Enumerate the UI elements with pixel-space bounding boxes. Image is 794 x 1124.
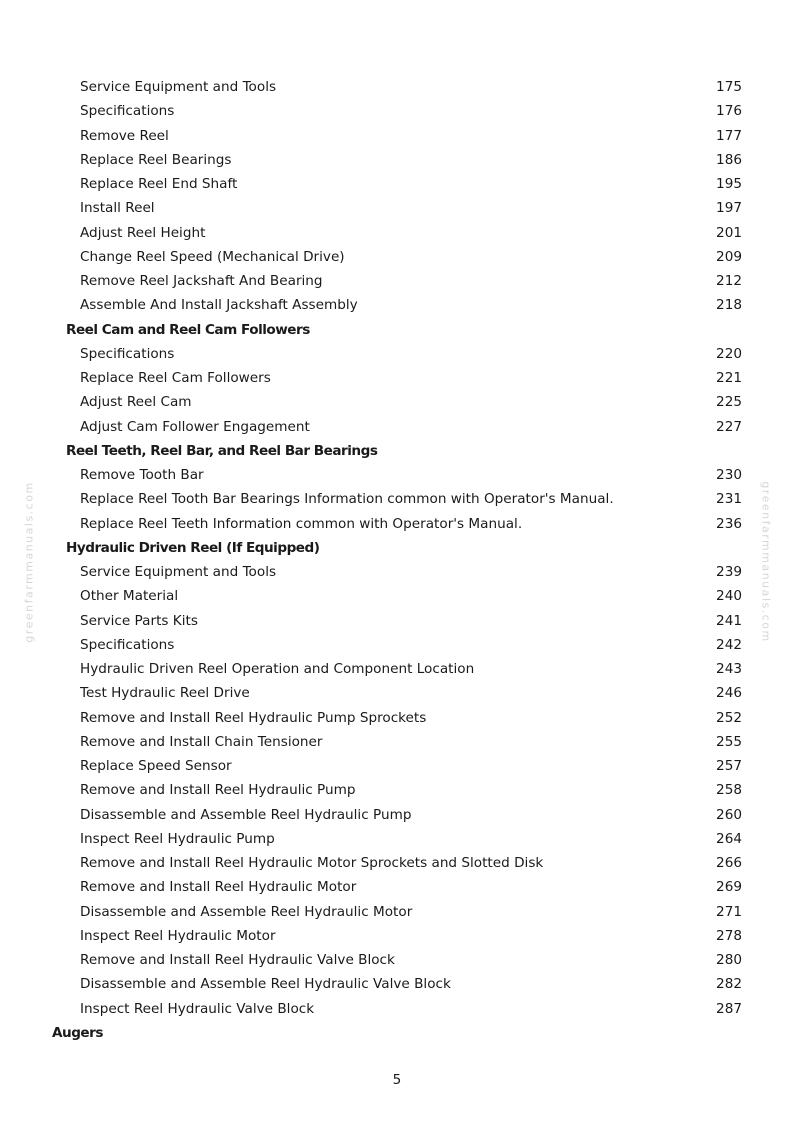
toc-entry-title: Reel Cam and Reel Cam Followers bbox=[66, 321, 310, 338]
toc-section-heading[interactable] bbox=[0, 1021, 794, 1045]
toc-entry-page-number: 246 bbox=[716, 685, 742, 702]
toc-entry-title: Specifications bbox=[80, 345, 175, 362]
toc-entry-page-number: 271 bbox=[716, 903, 742, 920]
toc-entry[interactable] bbox=[0, 415, 794, 439]
toc-section-heading[interactable] bbox=[0, 536, 794, 560]
toc-entry-page-number: 243 bbox=[716, 661, 742, 677]
toc-entry-page-number: 230 bbox=[716, 467, 742, 483]
toc-entry-title: Remove and Install Reel Hydraulic Motor Sprockets and Slotted Disk bbox=[80, 855, 544, 871]
toc-entry[interactable] bbox=[0, 997, 794, 1021]
toc-entry-page-number: 225 bbox=[716, 394, 742, 411]
toc-entry-title: Specifications bbox=[80, 103, 175, 120]
toc-entry-page-number: 236 bbox=[716, 515, 742, 532]
toc-entry-title: Change Reel Speed (Mechanical Drive) bbox=[80, 248, 345, 265]
toc-entry[interactable] bbox=[0, 584, 794, 608]
toc-section-heading[interactable] bbox=[0, 439, 794, 463]
toc-entry-title: Inspect Reel Hydraulic Valve Block bbox=[80, 1000, 315, 1017]
toc-entry[interactable] bbox=[0, 99, 794, 123]
toc-entry-title: Test Hydraulic Reel Drive bbox=[80, 685, 250, 702]
toc-entry[interactable] bbox=[0, 342, 794, 366]
toc-entry-page-number: 257 bbox=[716, 758, 742, 774]
toc-entry-title: Augers bbox=[52, 1024, 103, 1041]
toc-entry[interactable] bbox=[0, 390, 794, 414]
toc-entry[interactable] bbox=[0, 900, 794, 924]
toc-entry-title: Remove Reel Jackshaft And Bearing bbox=[80, 273, 323, 289]
toc-entry-page-number: 241 bbox=[716, 612, 742, 629]
toc-entry-title: Inspect Reel Hydraulic Pump bbox=[80, 830, 275, 847]
watermark-text: greenfarmmanuals.com bbox=[22, 481, 36, 643]
toc-entry-page-number: 269 bbox=[716, 879, 742, 896]
toc-entry-page-number: 252 bbox=[716, 709, 742, 726]
toc-entry-page-number: 287 bbox=[716, 1000, 742, 1017]
toc-entry-title: Reel Teeth, Reel Bar, and Reel Bar Bearings bbox=[66, 442, 378, 459]
toc-entry-page-number: 176 bbox=[716, 103, 742, 120]
toc-entry-title: Adjust Reel Height bbox=[80, 224, 206, 241]
toc-entry-page-number: 255 bbox=[716, 733, 742, 750]
toc-entry-page-number: 239 bbox=[716, 564, 742, 580]
toc-entry-page-number: 218 bbox=[716, 297, 742, 314]
toc-entry[interactable] bbox=[0, 487, 794, 511]
toc-entry-title: Disassemble and Assemble Reel Hydraulic Pump bbox=[80, 806, 412, 823]
toc-entry-page-number: 258 bbox=[716, 782, 742, 799]
table-of-contents bbox=[0, 75, 794, 1045]
toc-entry[interactable] bbox=[0, 366, 794, 390]
toc-entry-title: Replace Reel Bearings bbox=[80, 151, 232, 168]
toc-entry-page-number: 231 bbox=[716, 491, 742, 508]
toc-entry-page-number: 240 bbox=[716, 588, 742, 605]
toc-entry[interactable] bbox=[0, 875, 794, 899]
toc-entry-page-number: 175 bbox=[716, 79, 742, 95]
toc-entry-page-number: 177 bbox=[716, 127, 742, 144]
toc-entry[interactable] bbox=[0, 706, 794, 730]
watermark-text: greenfarmmanuals.com bbox=[759, 481, 773, 643]
toc-entry[interactable] bbox=[0, 633, 794, 657]
toc-entry-title: Replace Reel Tooth Bar Bearings Information common with Operator's Manual. bbox=[80, 491, 614, 508]
toc-entry-title: Specifications bbox=[80, 636, 175, 653]
toc-entry[interactable] bbox=[0, 512, 794, 536]
toc-entry-title: Remove Reel bbox=[80, 127, 169, 144]
toc-entry[interactable] bbox=[0, 75, 794, 99]
toc-entry[interactable] bbox=[0, 196, 794, 220]
toc-entry-page-number: 264 bbox=[716, 830, 742, 847]
page-number: 5 bbox=[392, 1072, 402, 1088]
toc-entry[interactable] bbox=[0, 851, 794, 875]
toc-entry-title: Replace Speed Sensor bbox=[80, 758, 232, 774]
toc-entry-title: Hydraulic Driven Reel (If Equipped) bbox=[66, 539, 320, 556]
toc-entry[interactable] bbox=[0, 778, 794, 802]
toc-entry-page-number: 212 bbox=[716, 273, 742, 289]
toc-entry-title: Replace Reel End Shaft bbox=[80, 176, 238, 192]
toc-entry-title: Remove and Install Reel Hydraulic Motor bbox=[80, 879, 357, 896]
toc-entry-page-number: 266 bbox=[716, 855, 742, 871]
toc-entry-page-number: 242 bbox=[716, 636, 742, 653]
toc-entry[interactable] bbox=[0, 172, 794, 196]
toc-entry-title: Other Material bbox=[80, 588, 179, 605]
toc-entry[interactable] bbox=[0, 827, 794, 851]
toc-entry[interactable] bbox=[0, 463, 794, 487]
toc-entry-title: Assemble And Install Jackshaft Assembly bbox=[80, 297, 358, 314]
toc-entry[interactable] bbox=[0, 924, 794, 948]
toc-entry-title: Remove and Install Reel Hydraulic Pump Sprockets bbox=[80, 709, 427, 726]
toc-entry-page-number: 201 bbox=[716, 224, 742, 241]
toc-entry[interactable] bbox=[0, 730, 794, 754]
toc-entry[interactable] bbox=[0, 148, 794, 172]
toc-entry-page-number: 280 bbox=[716, 952, 742, 968]
toc-entry[interactable] bbox=[0, 803, 794, 827]
toc-entry-title: Replace Reel Teeth Information common with Operator's Manual. bbox=[80, 515, 523, 532]
toc-entry[interactable] bbox=[0, 293, 794, 317]
toc-entry-title: Adjust Reel Cam bbox=[80, 394, 192, 411]
toc-entry-page-number: 197 bbox=[716, 200, 742, 217]
toc-entry[interactable] bbox=[0, 609, 794, 633]
toc-entry-title: Service Parts Kits bbox=[80, 612, 198, 629]
toc-entry-title: Replace Reel Cam Followers bbox=[80, 370, 271, 386]
toc-entry[interactable] bbox=[0, 948, 794, 972]
toc-entry-title: Remove Tooth Bar bbox=[80, 467, 204, 483]
toc-entry[interactable] bbox=[0, 657, 794, 681]
toc-entry-title: Remove and Install Reel Hydraulic Valve Block bbox=[80, 952, 395, 968]
toc-entry-page-number: 282 bbox=[716, 976, 742, 993]
toc-entry-page-number: 195 bbox=[716, 176, 742, 192]
toc-entry-title: Inspect Reel Hydraulic Motor bbox=[80, 927, 276, 944]
toc-entry-title: Install Reel bbox=[80, 200, 155, 217]
toc-entry[interactable] bbox=[0, 269, 794, 293]
toc-entry-title: Hydraulic Driven Reel Operation and Component Location bbox=[80, 661, 475, 677]
toc-entry-title: Disassemble and Assemble Reel Hydraulic Motor bbox=[80, 903, 413, 920]
toc-entry-title: Remove and Install Chain Tensioner bbox=[80, 733, 323, 750]
toc-entry[interactable] bbox=[0, 560, 794, 584]
toc-entry-page-number: 227 bbox=[716, 418, 742, 435]
toc-entry[interactable] bbox=[0, 754, 794, 778]
toc-entry[interactable] bbox=[0, 124, 794, 148]
toc-entry[interactable] bbox=[0, 221, 794, 245]
toc-entry[interactable] bbox=[0, 972, 794, 996]
toc-entry[interactable] bbox=[0, 245, 794, 269]
toc-entry-page-number: 209 bbox=[716, 248, 742, 265]
toc-entry-title: Service Equipment and Tools bbox=[80, 564, 277, 580]
toc-entry-page-number: 278 bbox=[716, 927, 742, 944]
toc-section-heading[interactable] bbox=[0, 318, 794, 342]
toc-entry[interactable] bbox=[0, 681, 794, 705]
toc-entry-title: Service Equipment and Tools bbox=[80, 79, 277, 95]
toc-entry-title: Adjust Cam Follower Engagement bbox=[80, 418, 310, 435]
toc-entry-title: Disassemble and Assemble Reel Hydraulic Valve Block bbox=[80, 976, 451, 993]
toc-entry-page-number: 186 bbox=[716, 151, 742, 168]
toc-entry-page-number: 221 bbox=[716, 370, 742, 386]
toc-entry-title: Remove and Install Reel Hydraulic Pump bbox=[80, 782, 356, 799]
toc-entry-page-number: 220 bbox=[716, 345, 742, 362]
toc-entry-page-number: 260 bbox=[716, 806, 742, 823]
